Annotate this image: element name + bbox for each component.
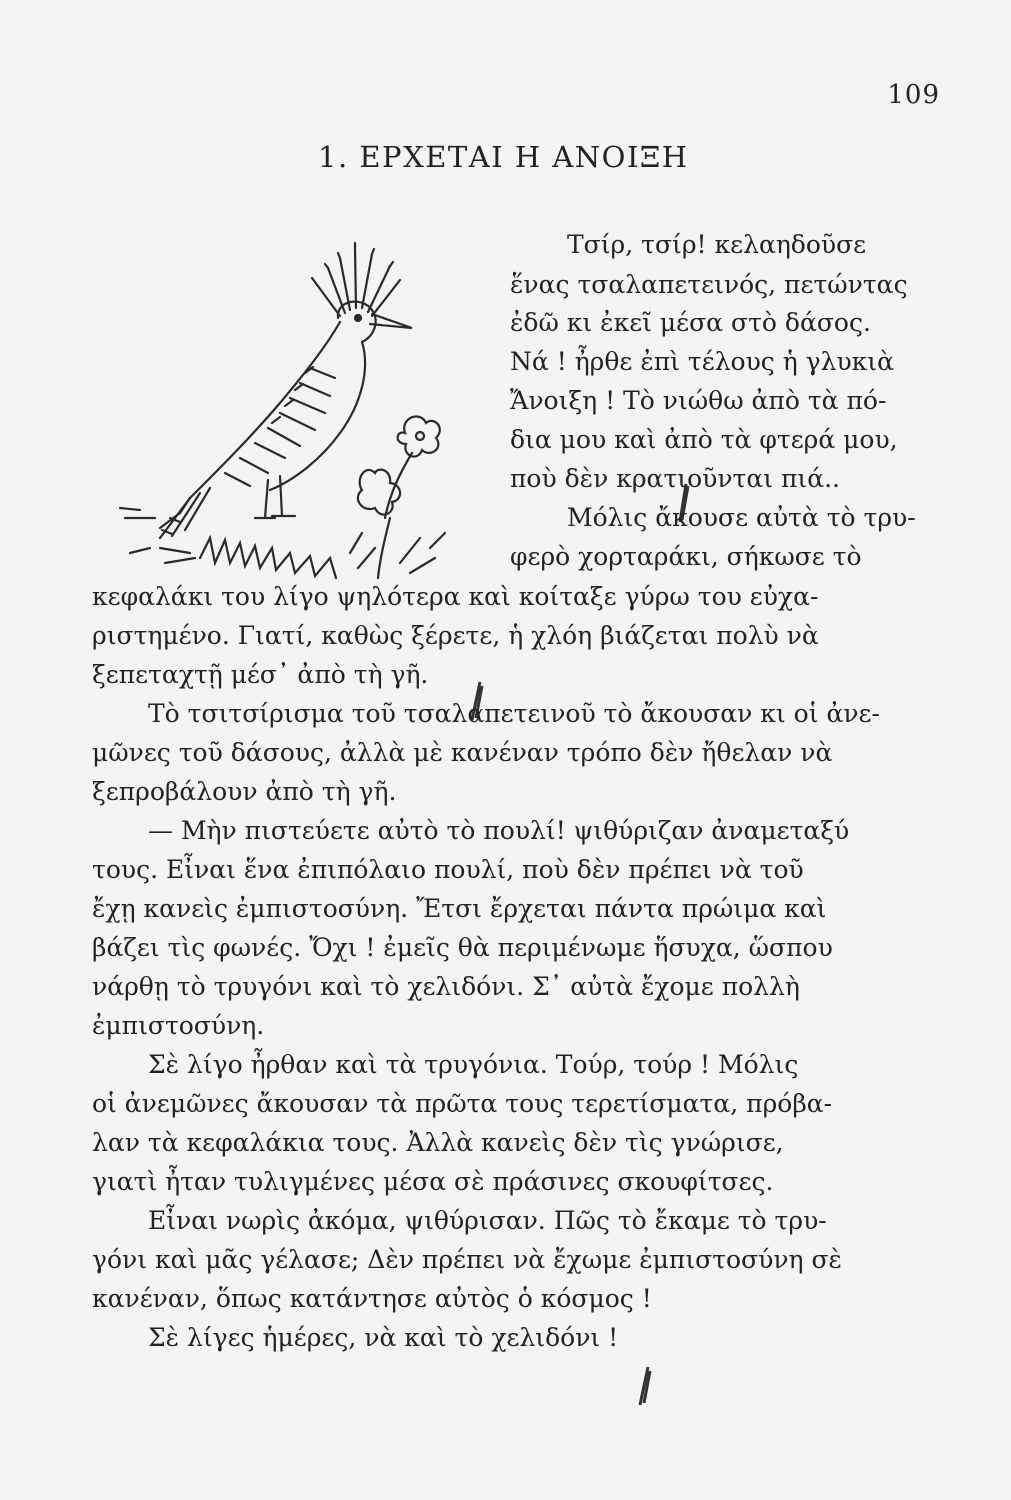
pencil-mark-3 (636, 1365, 652, 1407)
text-line: λαν τὰ κεφαλάκια τους. Ἀλλὰ κανεὶς δὲν τὶς γνώρισε, (92, 1128, 784, 1157)
text-line: φερὸ χορταράκι, σήκωσε τὸ (510, 542, 862, 571)
text-line: Τὸ τσιτσίρισμα τοῦ τσαλαπετεινοῦ τὸ ἄκουσαν κι οἱ ἀνε- (148, 699, 880, 728)
text-line: τους. Εἶναι ἕνα ἐπιπόλαιο πουλί, ποὺ δὲν πρέπει νὰ τοῦ (92, 855, 804, 884)
text-line: ξεπεταχτῇ μέσ᾿ ἀπὸ τὴ γῆ. (92, 660, 429, 689)
text-line: ἕνας τσαλαπετεινός, πετώντας (510, 270, 908, 299)
chapter-title: 1. ΕΡΧΕΤΑΙ Η ΑΝΟΙΞΗ (318, 140, 689, 174)
text-line: μῶνες τοῦ δάσους, ἀλλὰ μὲ κανέναν τρόπο δὲν ἤθελαν νὰ (92, 738, 833, 767)
text-line: ἔχῃ κανεὶς ἐμπιστοσύνη. Ἔτσι ἔρχεται πάντα πρώιμα καὶ (92, 894, 827, 923)
text-line: Ἄνοιξη ! Τὸ νιώθω ἀπὸ τὰ πό- (510, 386, 887, 415)
text-line: ἐμπιστοσύνη. (92, 1011, 265, 1040)
text-line: κανέναν, ὅπως κατάντησε αὐτὸς ὁ κόσμος ! (92, 1284, 652, 1313)
text-line: γιατὶ ἦταν τυλιγμένες μέσα σὲ πράσινες σκουφίτσες. (92, 1167, 774, 1196)
text-line: ποὺ δὲν κρατιοῦνται πιά.. (510, 464, 840, 493)
text-line: — Μὴν πιστεύετε αὐτὸ τὸ πουλί! ψιθύριζαν ἀναμεταξύ (148, 816, 850, 845)
text-line: Τσίρ, τσίρ! κελαηδοῦσε (567, 230, 867, 259)
text-line: Σὲ λίγες ἡμέρες, νὰ καὶ τὸ χελιδόνι ! (148, 1323, 619, 1352)
text-line: ριστημένο. Γιατί, καθὼς ξέρετε, ἡ χλόη βιάζεται πολὺ νὰ (92, 621, 819, 650)
text-line: δια μου καὶ ἀπὸ τὰ φτερά μου, (510, 425, 898, 454)
text-line: Εἶναι νωρὶς ἀκόμα, ψιθύρισαν. Πῶς τὸ ἔκαμε τὸ τρυ- (148, 1206, 827, 1235)
text-line: ξεπροβάλουν ἀπὸ τὴ γῆ. (92, 777, 397, 806)
hoopoe-illustration (100, 218, 530, 598)
text-line: κεφαλάκι του λίγο ψηλότερα καὶ κοίταξε γύρω του εὐχα- (92, 582, 819, 611)
text-line: βάζει τὶς φωνές. Ὄχι ! ἐμεῖς θὰ περιμένωμε ἥσυχα, ὥσπου (92, 933, 833, 962)
page-number: 109 (887, 80, 940, 110)
text-line: Σὲ λίγο ἦρθαν καὶ τὰ τρυγόνια. Τούρ, τούρ ! Μόλις (148, 1050, 799, 1079)
text-line: Νά ! ἦρθε ἐπὶ τέλους ἡ γλυκιὰ (510, 347, 894, 376)
text-line: οἱ ἀνεμῶνες ἄκουσαν τὰ πρῶτα τους τερετίσματα, πρόβα- (92, 1089, 833, 1118)
text-line: γόνι καὶ μᾶς γέλασε; Δὲν πρέπει νὰ ἔχωμε ἐμπιστοσύνη σὲ (92, 1245, 842, 1274)
text-line: ἐδῶ κι ἐκεῖ μέσα στὸ δάσος. (510, 308, 871, 337)
text-line: νάρθῃ τὸ τρυγόνι καὶ τὸ χελιδόνι. Σ᾿ αὐτὰ ἔχομε πολλὴ (92, 972, 800, 1001)
text-line: Μόλις ἄκουσε αὐτὰ τὸ τρυ- (567, 503, 916, 532)
